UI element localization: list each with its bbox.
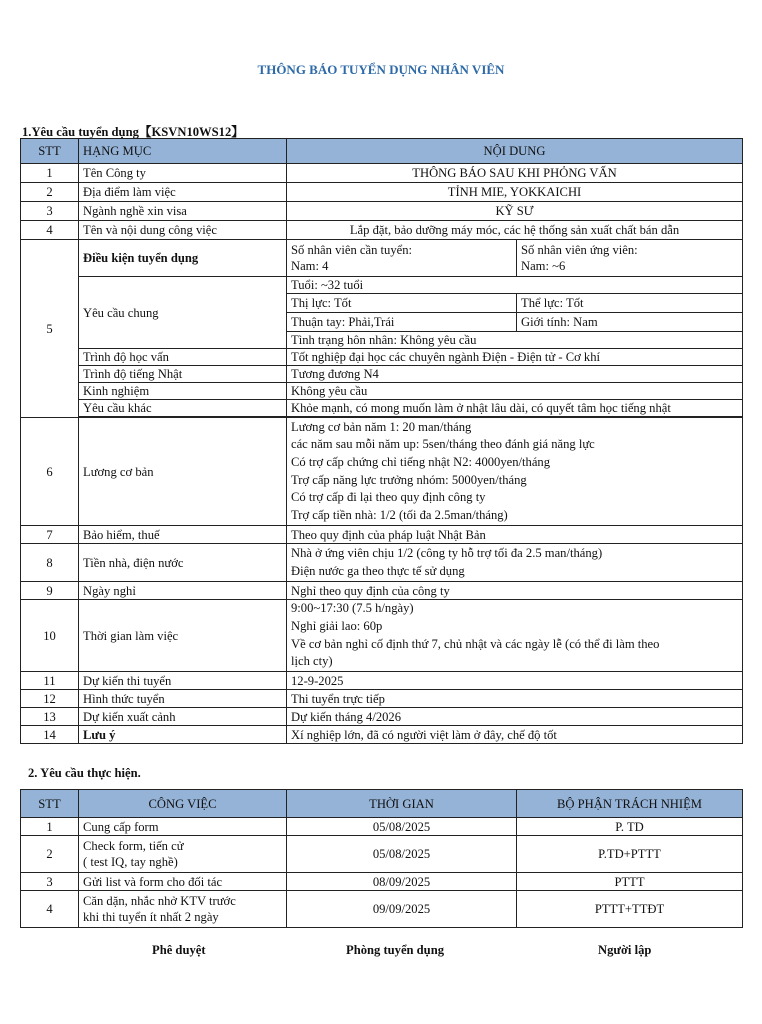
row-item: Yêu cầu chung	[79, 277, 287, 349]
task-line: khi thi tuyển ít nhất 2 ngày	[83, 910, 219, 924]
table-row	[21, 690, 743, 708]
row-content: Thi tuyển trực tiếp	[287, 690, 743, 708]
worktime-line: 9:00~17:30 (7.5 h/ngày)	[291, 601, 414, 616]
table-row	[21, 672, 743, 690]
row-item: Tên và nội dung công việc	[79, 221, 287, 240]
salary-lines	[287, 418, 743, 526]
table-row	[21, 600, 743, 672]
header-stt: STT	[21, 139, 79, 164]
worktime-lines	[287, 600, 743, 672]
salary-line: các năm sau mỗi năm up: 5sen/tháng theo đánh giá năng lực	[291, 437, 595, 452]
row-item: Lưu ý	[79, 726, 287, 744]
row-item: Điều kiện tuyển dụng	[79, 240, 287, 277]
table-header-row	[21, 790, 743, 818]
row-item: Trình độ tiếng Nhật	[79, 366, 287, 383]
eyesight-cell: Thị lực: Tốt	[287, 294, 517, 313]
row-item: Tiền nhà, điện nước	[79, 544, 287, 582]
salary-line: Lương cơ bản năm 1: 20 man/tháng	[291, 419, 472, 434]
row-task: Cung cấp form	[79, 818, 287, 836]
row-content: Xí nghiệp lớn, đã có người việt làm ở đây, chế độ tốt	[287, 726, 743, 744]
apply-count-label: Số nhân viên ứng viên:	[521, 243, 638, 257]
signature-creator: Người lập	[598, 943, 652, 957]
worktime-line: Nghỉ giải lao: 60p	[291, 618, 383, 633]
row-content: KỸ SƯ	[287, 202, 743, 221]
row-stt: 13	[21, 708, 79, 726]
row-item: Hình thức tuyển	[79, 690, 287, 708]
signature-approve: Phê duyệt	[152, 943, 206, 957]
row-task	[79, 836, 287, 873]
task-line: Căn dặn, nhắc nhở KTV trước	[83, 894, 236, 908]
row-item: Lương cơ bản	[79, 418, 287, 526]
signature-recruit: Phòng tuyển dụng	[346, 943, 444, 957]
table-row	[21, 164, 743, 183]
row-stt: 10	[21, 600, 79, 672]
row-stt: 4	[21, 221, 79, 240]
table-row	[21, 240, 743, 277]
table-row	[21, 544, 743, 582]
worktime-line: Về cơ bản nghỉ cố định thứ 7, chủ nhật và các ngày lễ (có thể đi làm theo	[291, 636, 660, 651]
row-item: Địa điểm làm việc	[79, 183, 287, 202]
row-content: Dự kiến tháng 4/2026	[287, 708, 743, 726]
header-task: CÔNG VIỆC	[79, 790, 287, 818]
row-dept: P. TD	[517, 818, 743, 836]
salary-line: Trợ cấp năng lực trưởng nhóm: 5000yen/tháng	[291, 472, 527, 487]
table-row	[21, 836, 743, 873]
table-row	[21, 891, 743, 928]
table-row	[21, 277, 743, 294]
row-content: Không yêu cầu	[287, 383, 743, 400]
row-content: Nghỉ theo quy định của công ty	[287, 582, 743, 600]
row-item: Yêu cầu khác	[79, 400, 287, 417]
need-count-value: Nam: 4	[291, 259, 329, 273]
row-dept: P.TD+PTTT	[517, 836, 743, 873]
row-item: Kinh nghiệm	[79, 383, 287, 400]
section-2-heading: 2. Yêu cầu thực hiện.	[28, 766, 141, 780]
row-stt: 9	[21, 582, 79, 600]
row-content: Khỏe mạnh, có mong muốn làm ở nhật lâu dài, có quyết tâm học tiếng nhật	[287, 400, 743, 417]
header-item: HẠNG MỤC	[79, 139, 287, 164]
row-stt: 7	[21, 526, 79, 544]
table-header-row	[21, 139, 743, 164]
salary-line: Có trợ cấp chứng chỉ tiếng nhật N2: 4000yen/tháng	[291, 454, 551, 469]
salary-line: Có trợ cấp đi lại theo quy định công ty	[291, 490, 486, 505]
gender-cell: Giới tính: Nam	[517, 313, 743, 332]
header-dept: BỘ PHẬN TRÁCH NHIỆM	[517, 790, 743, 818]
row-stt: 3	[21, 873, 79, 891]
row-stt: 5	[21, 240, 79, 418]
page-title: THÔNG BÁO TUYỂN DỤNG NHÂN VIÊN	[257, 62, 505, 77]
row-stt: 11	[21, 672, 79, 690]
row-time: 09/09/2025	[287, 891, 517, 928]
requirements-table	[20, 138, 743, 744]
row-content: Lắp đặt, bảo dưỡng máy móc, các hệ thống sản xuất chất bán dẫn	[287, 221, 743, 240]
header-content: NỘI DUNG	[287, 139, 743, 164]
physical-cell: Thể lực: Tốt	[517, 294, 743, 313]
row-stt: 12	[21, 690, 79, 708]
row-stt: 4	[21, 891, 79, 928]
header-stt: STT	[21, 790, 79, 818]
apply-count-cell	[517, 240, 743, 277]
row-stt: 3	[21, 202, 79, 221]
table-row	[21, 349, 743, 366]
row-stt: 2	[21, 183, 79, 202]
row-stt: 2	[21, 836, 79, 873]
marital-cell: Tình trạng hôn nhân: Không yêu cầu	[287, 332, 743, 349]
need-count-label: Số nhân viên cần tuyển:	[291, 243, 413, 257]
table-row	[21, 873, 743, 891]
age-cell: Tuổi: ~32 tuổi	[287, 277, 743, 294]
table-row	[21, 708, 743, 726]
salary-line: Trợ cấp tiền nhà: 1/2 (tối đa 2.5man/tháng)	[291, 507, 508, 522]
row-item: Ngành nghề xin visa	[79, 202, 287, 221]
row-content: 12-9-2025	[287, 672, 743, 690]
hand-cell: Thuận tay: Phải,Trái	[287, 313, 517, 332]
table-row	[21, 183, 743, 202]
row-stt: 8	[21, 544, 79, 582]
housing-lines	[287, 544, 743, 582]
header-time: THỜI GIAN	[287, 790, 517, 818]
table-row	[21, 818, 743, 836]
row-task: Gửi list và form cho đối tác	[79, 873, 287, 891]
row-stt: 1	[21, 818, 79, 836]
worktime-line: lịch cty)	[291, 654, 333, 669]
table-row	[21, 366, 743, 383]
task-line: ( test IQ, tay nghề)	[83, 855, 178, 869]
row-content: TỈNH MIE, YOKKAICHI	[287, 183, 743, 202]
table-row	[21, 418, 743, 526]
table-row	[21, 383, 743, 400]
row-dept: PTTT+TTĐT	[517, 891, 743, 928]
section-1-heading: 1.Yêu cầu tuyển dụng【KSVN10WS12】	[22, 125, 244, 139]
apply-count-value: Nam: ~6	[521, 259, 566, 273]
row-item: Tên Công ty	[79, 164, 287, 183]
table-row	[21, 400, 743, 417]
row-task	[79, 891, 287, 928]
table-row	[21, 202, 743, 221]
table-row	[21, 221, 743, 240]
row-stt: 1	[21, 164, 79, 183]
row-item: Ngày nghỉ	[79, 582, 287, 600]
table-row	[21, 582, 743, 600]
row-stt: 14	[21, 726, 79, 744]
row-content: Theo quy định của pháp luật Nhật Bản	[287, 526, 743, 544]
row-item: Dự kiến thi tuyển	[79, 672, 287, 690]
row-content: Tốt nghiệp đại học các chuyên ngành Điện - Điện tử - Cơ khí	[287, 349, 743, 366]
row-content: Tương đương N4	[287, 366, 743, 383]
task-line: Check form, tiến cử	[83, 839, 184, 853]
row-content: THÔNG BÁO SAU KHI PHỎNG VẤN	[287, 164, 743, 183]
row-item: Bảo hiểm, thuế	[79, 526, 287, 544]
table-row	[21, 726, 743, 744]
row-dept: PTTT	[517, 873, 743, 891]
row-time: 05/08/2025	[287, 836, 517, 873]
row-time: 08/09/2025	[287, 873, 517, 891]
row-item: Thời gian làm việc	[79, 600, 287, 672]
need-count-cell	[287, 240, 517, 277]
tasks-table	[20, 789, 743, 928]
row-time: 05/08/2025	[287, 818, 517, 836]
row-item: Dự kiến xuất cảnh	[79, 708, 287, 726]
row-stt: 6	[21, 418, 79, 526]
housing-line: Nhà ở ứng viên chịu 1/2 (công ty hỗ trợ tối đa 2.5 man/tháng)	[291, 545, 603, 560]
row-item: Trình độ học vấn	[79, 349, 287, 366]
table-row	[21, 526, 743, 544]
housing-line: Điện nước ga theo thực tế sử dụng	[291, 563, 465, 578]
